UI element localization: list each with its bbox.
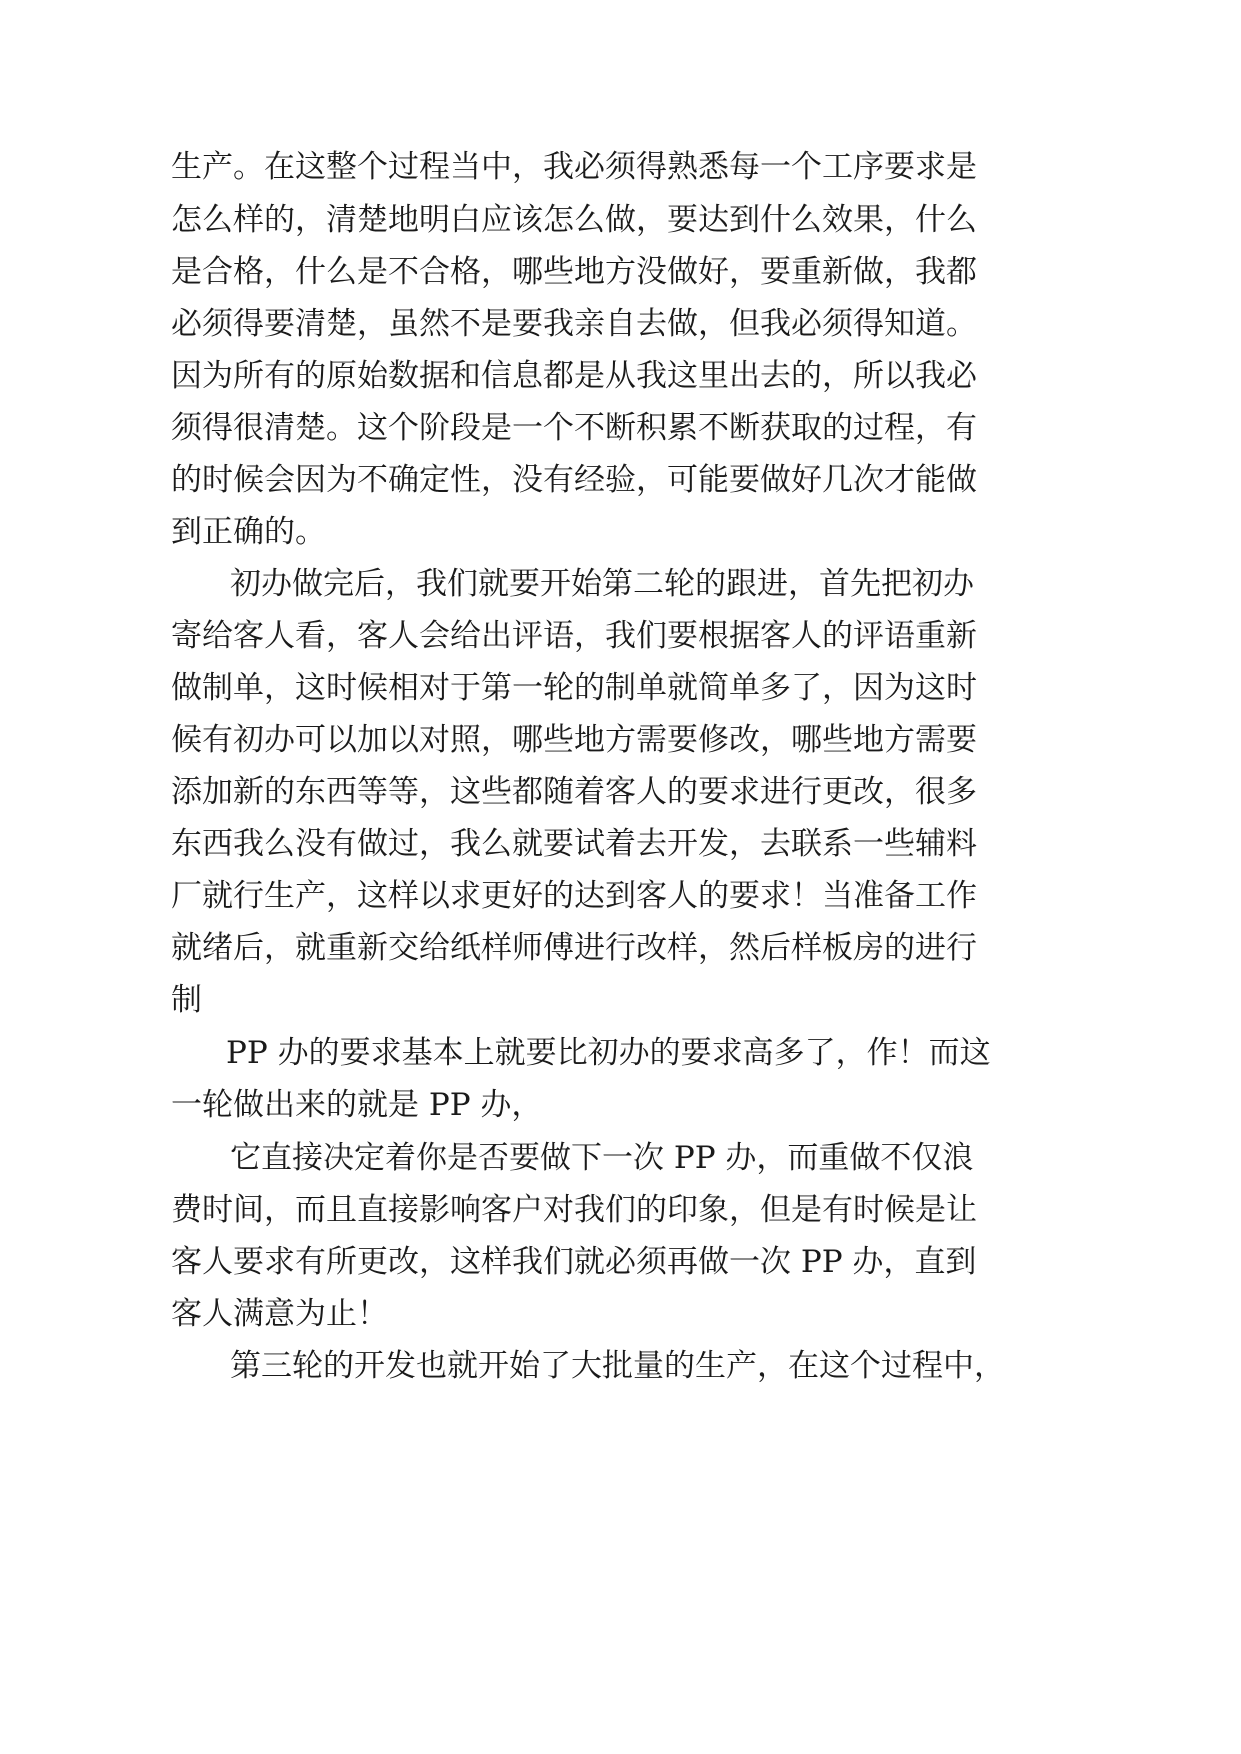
- text-line: 一轮做出来的就是 PP 办，: [171, 1087, 543, 1123]
- text-line: 的时候会因为不确定性，没有经验，可能要做好几次才能做: [171, 462, 977, 498]
- text-line: 做制单，这时候相对于第一轮的制单就简单多了，因为这时: [171, 670, 977, 706]
- text-line: 初办做完后，我们就要开始第二轮的跟进，首先把初办: [230, 566, 974, 602]
- text-line: 是合格，什么是不合格，哪些地方没做好，要重新做，我都: [171, 254, 977, 290]
- text-line: PP 办的要求基本上就要比初办的要求高多了，作！而这: [226, 1035, 991, 1071]
- text-line: 怎么样的，清楚地明白应该怎么做，要达到什么效果，什么: [171, 202, 977, 238]
- text-line: 到正确的。: [171, 514, 326, 550]
- text-line: 厂就行生产，这样以求更好的达到客人的要求！当准备工作: [171, 878, 977, 914]
- text-line: 生产。在这整个过程当中，我必须得熟悉每一个工序要求是: [171, 149, 977, 185]
- text-line: 就绪后，就重新交给纸样师傅进行改样，然后样板房的进行: [171, 930, 977, 966]
- text-line: 候有初办可以加以对照，哪些地方需要修改，哪些地方需要: [171, 722, 977, 758]
- text-line: 第三轮的开发也就开始了大批量的生产，在这个过程中，: [230, 1348, 1005, 1384]
- text-line: 必须得要清楚，虽然不是要我亲自去做，但我必须得知道。: [171, 306, 977, 342]
- text-line: 客人满意为止！: [171, 1296, 388, 1332]
- text-line: 客人要求有所更改，这样我们就必须再做一次 PP 办，直到: [171, 1244, 977, 1280]
- text-line: 因为所有的原始数据和信息都是从我这里出去的，所以我必: [171, 358, 977, 394]
- text-line: 费时间，而且直接影响客户对我们的印象，但是有时候是让: [171, 1192, 977, 1228]
- text-line: 须得很清楚。这个阶段是一个不断积累不断获取的过程，有: [171, 410, 977, 446]
- text-line: 寄给客人看，客人会给出评语，我们要根据客人的评语重新: [171, 618, 977, 654]
- text-line: 添加新的东西等等，这些都随着客人的要求进行更改，很多: [171, 774, 977, 810]
- text-line: 它直接决定着你是否要做下一次 PP 办，而重做不仅浪: [230, 1140, 974, 1176]
- text-line: 东西我么没有做过，我么就要试着去开发，去联系一些辅料: [171, 826, 977, 862]
- text-line: 制: [171, 982, 202, 1018]
